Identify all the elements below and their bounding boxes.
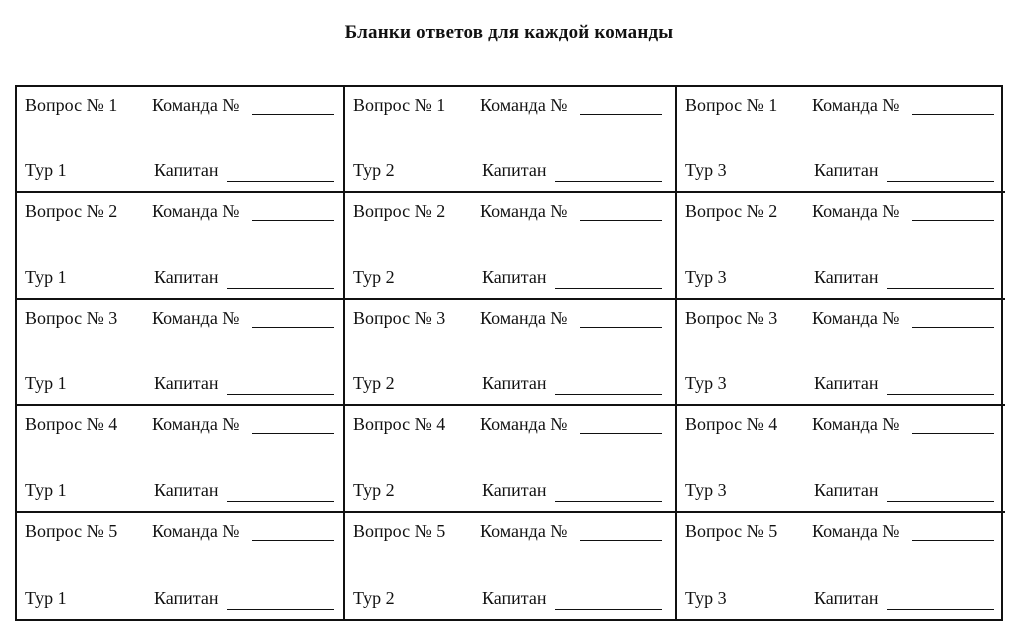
round-label: Тур 2 (353, 479, 395, 500)
captain-label: Капитан (154, 588, 219, 608)
captain-label: Капитан (482, 373, 547, 394)
team-number-label: Команда № (480, 520, 568, 541)
captain-label: Капитан (154, 160, 219, 181)
captain-label: Капитан (482, 588, 547, 608)
answer-form-cell (345, 513, 677, 619)
captain-blank-line[interactable] (227, 288, 334, 289)
question-number-label: Вопрос № 5 (25, 520, 118, 541)
answer-form-cell (17, 513, 345, 619)
answer-form-cell (17, 406, 345, 512)
answer-form-cell (345, 300, 677, 406)
team-number-blank-line[interactable] (912, 220, 994, 221)
round-label: Тур 3 (685, 373, 727, 394)
answer-form-cell (345, 406, 677, 512)
question-number-label: Вопрос № 5 (353, 520, 446, 541)
captain-blank-line[interactable] (555, 501, 662, 502)
round-label: Тур 1 (25, 373, 67, 394)
team-number-label: Команда № (152, 201, 240, 222)
answer-form-cell (677, 87, 1005, 193)
captain-blank-line[interactable] (555, 288, 662, 289)
round-label: Тур 2 (353, 588, 395, 608)
answer-form-cell (677, 193, 1005, 299)
answer-forms-grid (15, 85, 1003, 621)
captain-blank-line[interactable] (227, 181, 334, 182)
round-label: Тур 1 (25, 479, 67, 500)
question-number-label: Вопрос № 5 (685, 520, 778, 541)
answer-form-cell (17, 87, 345, 193)
answer-form-cell (17, 193, 345, 299)
captain-blank-line[interactable] (227, 609, 334, 610)
captain-label: Капитан (814, 160, 879, 181)
captain-label: Капитан (154, 266, 219, 287)
round-label: Тур 1 (25, 588, 67, 608)
team-number-blank-line[interactable] (252, 327, 334, 328)
answer-form-cell (677, 300, 1005, 406)
captain-label: Капитан (482, 160, 547, 181)
answer-form-cell (17, 300, 345, 406)
team-number-blank-line[interactable] (912, 114, 994, 115)
team-number-label: Команда № (480, 95, 568, 115)
page-title: Бланки ответов для каждой команды (344, 22, 674, 43)
question-number-label: Вопрос № 4 (25, 414, 118, 435)
answer-form-cell (677, 406, 1005, 512)
team-number-blank-line[interactable] (912, 540, 994, 541)
question-number-label: Вопрос № 4 (685, 414, 778, 435)
round-label: Тур 2 (353, 266, 395, 287)
captain-blank-line[interactable] (887, 181, 994, 182)
question-number-label: Вопрос № 3 (25, 307, 118, 328)
question-number-label: Вопрос № 3 (685, 307, 778, 328)
team-number-label: Команда № (812, 95, 900, 115)
round-label: Тур 1 (25, 266, 67, 287)
team-number-blank-line[interactable] (580, 327, 662, 328)
captain-blank-line[interactable] (555, 181, 662, 182)
captain-blank-line[interactable] (887, 501, 994, 502)
captain-blank-line[interactable] (887, 394, 994, 395)
team-number-label: Команда № (480, 414, 568, 435)
team-number-blank-line[interactable] (252, 114, 334, 115)
question-number-label: Вопрос № 2 (353, 201, 446, 222)
team-number-label: Команда № (812, 414, 900, 435)
team-number-label: Команда № (480, 201, 568, 222)
team-number-blank-line[interactable] (252, 220, 334, 221)
team-number-label: Команда № (152, 414, 240, 435)
team-number-label: Команда № (152, 520, 240, 541)
captain-blank-line[interactable] (887, 609, 994, 610)
captain-blank-line[interactable] (227, 394, 334, 395)
captain-blank-line[interactable] (227, 501, 334, 502)
round-label: Тур 3 (685, 160, 727, 181)
question-number-label: Вопрос № 4 (353, 414, 446, 435)
question-number-label: Вопрос № 2 (25, 201, 118, 222)
team-number-label: Команда № (152, 307, 240, 328)
question-number-label: Вопрос № 2 (685, 201, 778, 222)
team-number-blank-line[interactable] (580, 220, 662, 221)
team-number-blank-line[interactable] (580, 540, 662, 541)
captain-label: Капитан (154, 373, 219, 394)
round-label: Тур 2 (353, 160, 395, 181)
captain-blank-line[interactable] (555, 394, 662, 395)
team-number-blank-line[interactable] (252, 433, 334, 434)
team-number-label: Команда № (812, 201, 900, 222)
team-number-blank-line[interactable] (252, 540, 334, 541)
answer-form-cell (345, 87, 677, 193)
captain-label: Капитан (814, 373, 879, 394)
captain-label: Капитан (814, 266, 879, 287)
captain-label: Капитан (482, 266, 547, 287)
team-number-blank-line[interactable] (912, 327, 994, 328)
question-number-label: Вопрос № 1 (353, 95, 446, 115)
round-label: Тур 3 (685, 588, 727, 608)
answer-form-cell (677, 513, 1005, 619)
team-number-blank-line[interactable] (580, 114, 662, 115)
question-number-label: Вопрос № 1 (25, 95, 118, 115)
round-label: Тур 2 (353, 373, 395, 394)
team-number-blank-line[interactable] (912, 433, 994, 434)
team-number-label: Команда № (152, 95, 240, 115)
captain-label: Капитан (814, 479, 879, 500)
question-number-label: Вопрос № 3 (353, 307, 446, 328)
round-label: Тур 1 (25, 160, 67, 181)
captain-label: Капитан (154, 479, 219, 500)
answer-form-cell (345, 193, 677, 299)
captain-label: Капитан (814, 588, 879, 608)
question-number-label: Вопрос № 1 (685, 95, 778, 115)
captain-label: Капитан (482, 479, 547, 500)
round-label: Тур 3 (685, 479, 727, 500)
team-number-label: Команда № (480, 307, 568, 328)
team-number-blank-line[interactable] (580, 433, 662, 434)
team-number-label: Команда № (812, 520, 900, 541)
team-number-label: Команда № (812, 307, 900, 328)
captain-blank-line[interactable] (887, 288, 994, 289)
round-label: Тур 3 (685, 266, 727, 287)
captain-blank-line[interactable] (555, 609, 662, 610)
